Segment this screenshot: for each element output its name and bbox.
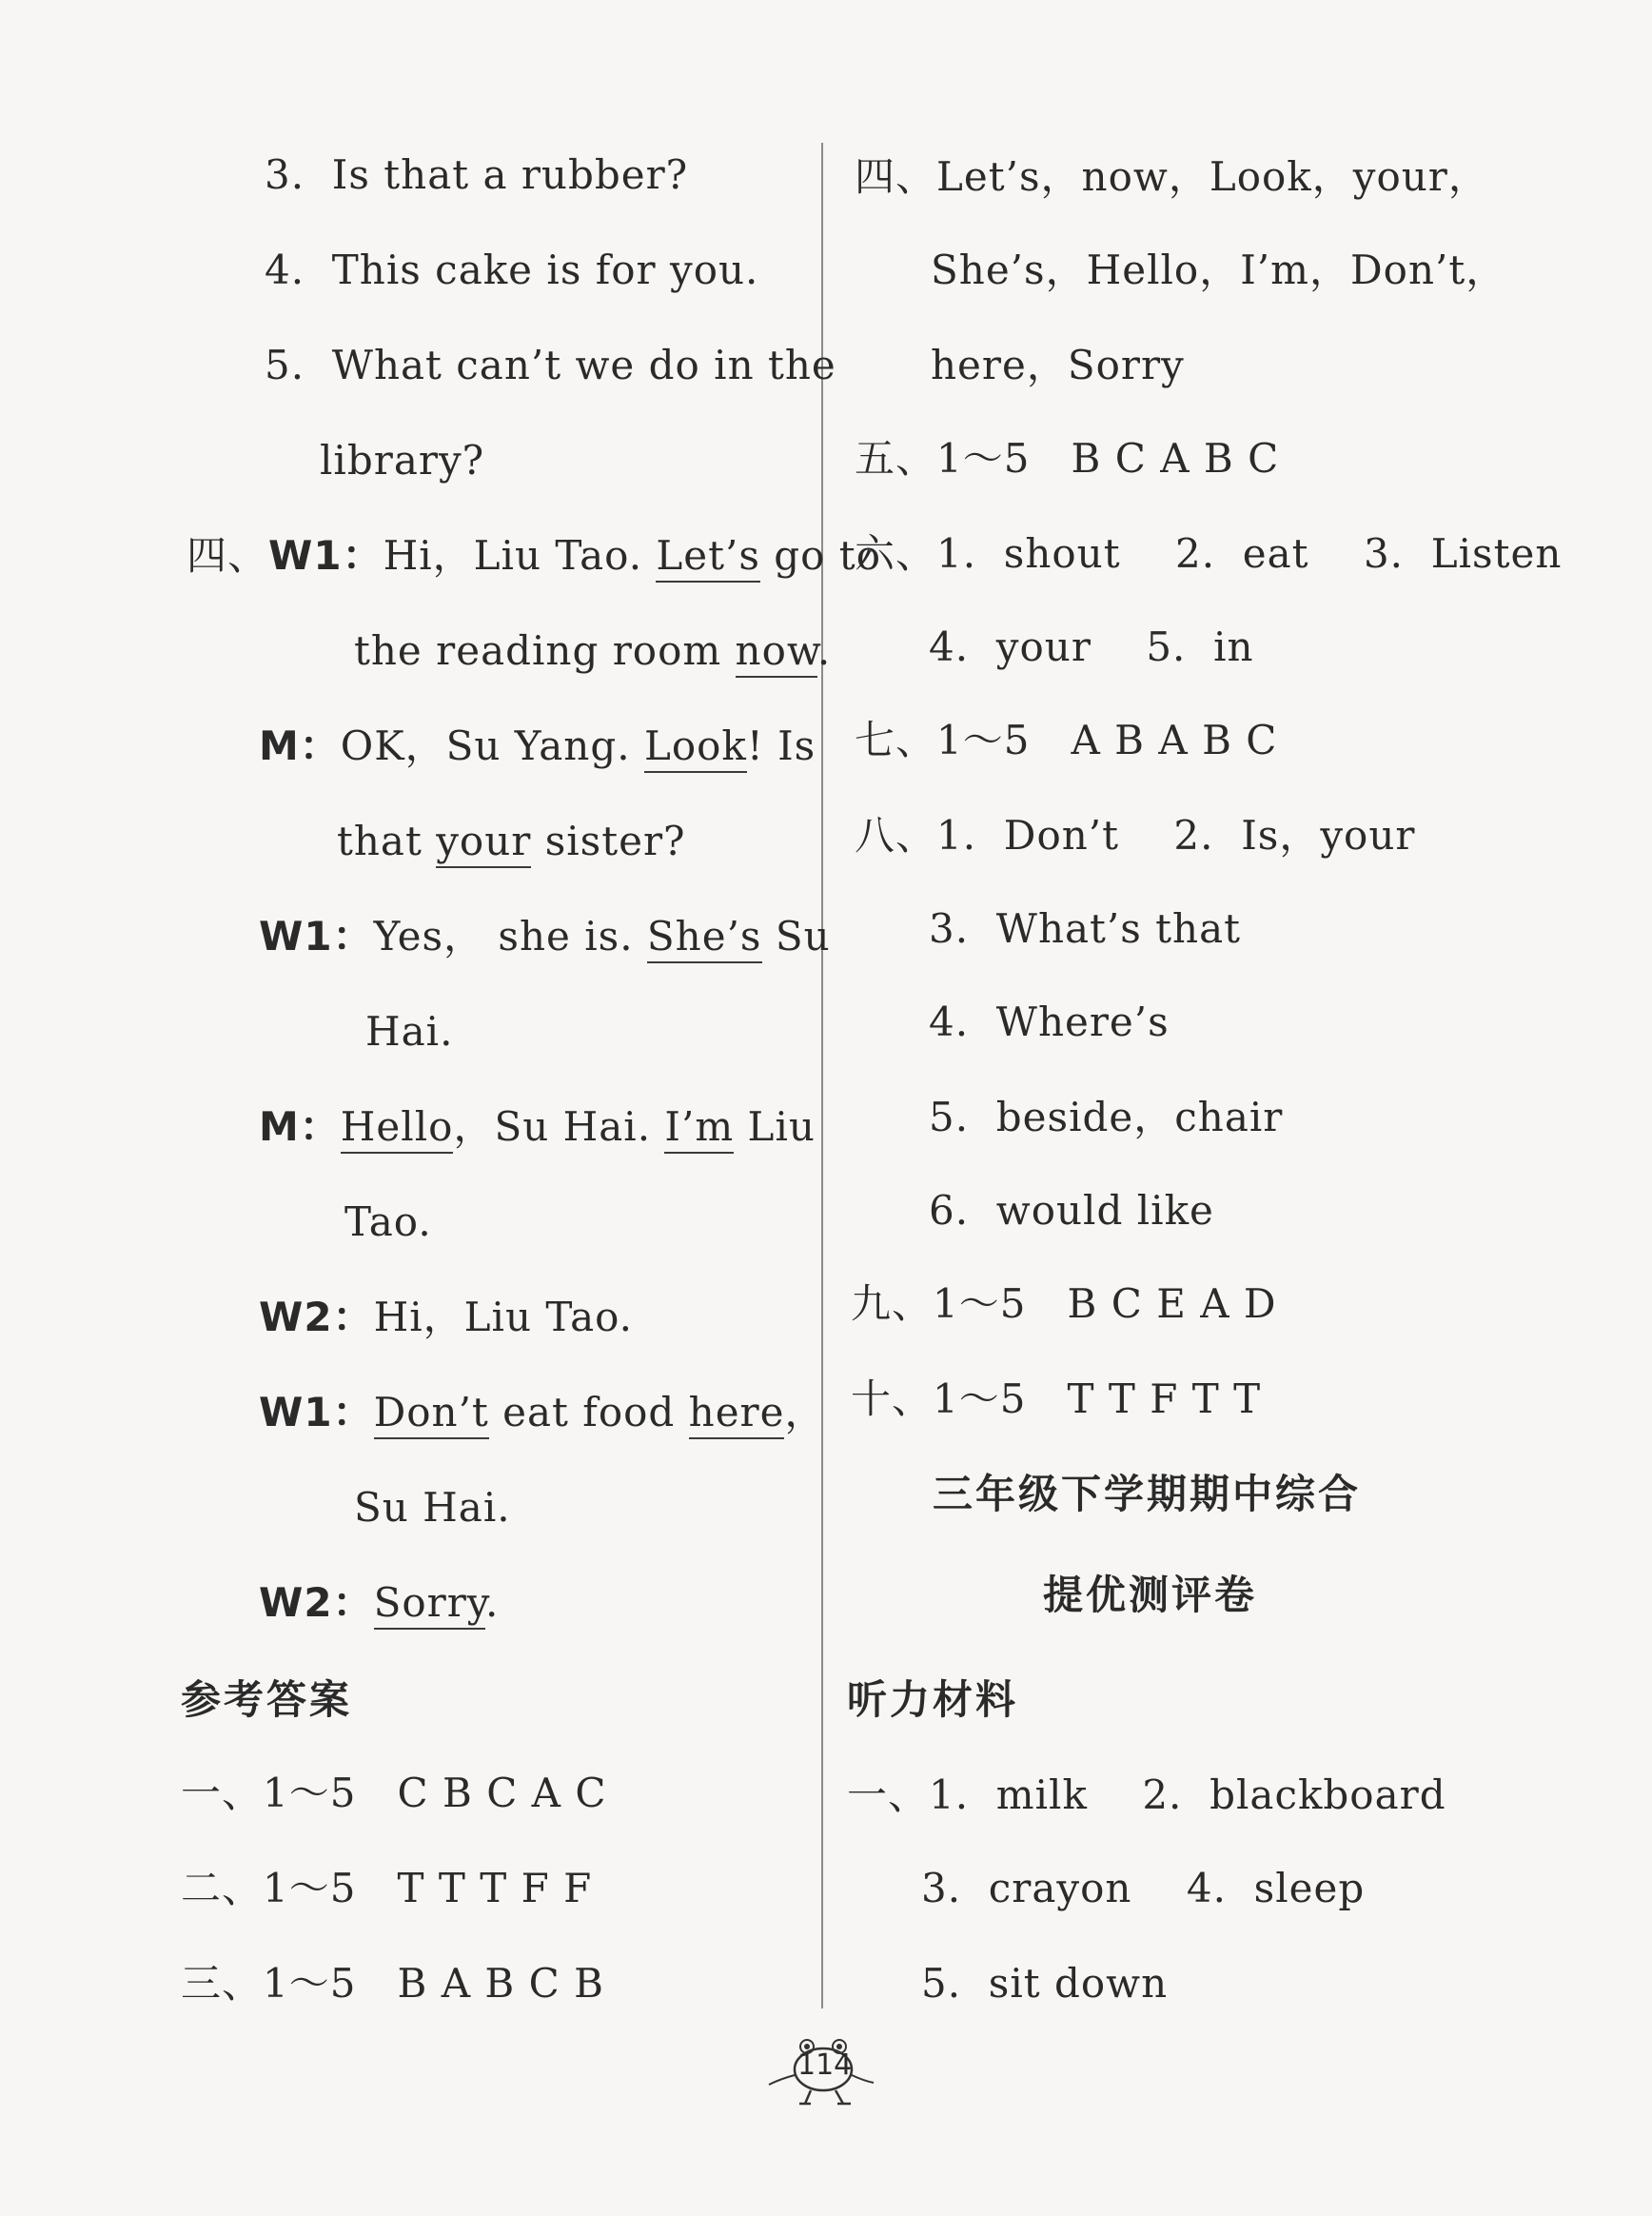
dialogue-line: Tao.	[344, 1198, 432, 1245]
answer-line: 八、1. Don’t 2. Is，your	[855, 812, 1416, 859]
dialogue-line: Su Hai.	[354, 1484, 511, 1531]
answer-line: 四、Let’s，now，Look，your，	[855, 153, 1489, 200]
page-number: 114	[797, 2048, 853, 2082]
listening-heading: 听力材料	[847, 1676, 1019, 1723]
dialogue-line: M：OK，Su Yang. Look! Is	[259, 722, 816, 771]
section-title: 三年级下学期期中综合	[933, 1471, 1362, 1517]
answer-line: 一、1～5 C B C A C	[181, 1770, 607, 1816]
section-prefix: 四、	[187, 532, 269, 579]
page-number-badge	[761, 2037, 885, 2113]
underlined-answer: Hello	[341, 1103, 454, 1154]
answer-line: 九、1～5 B C E A D	[851, 1280, 1277, 1327]
answer-line: 二、1～5 T T T F F	[181, 1865, 593, 1911]
answer-line: 5. What can’t we do in the	[265, 342, 836, 388]
column-divider	[821, 143, 823, 2008]
underlined-answer: Don’t	[374, 1389, 489, 1439]
underlined-answer: Sorry	[374, 1579, 485, 1630]
underlined-answer: your	[436, 818, 531, 868]
dialogue-line: the reading room now.	[354, 626, 831, 676]
answer-line: 五、1～5 B C A B C	[855, 435, 1280, 482]
dialogue-line: W2：Hi，Liu Tao.	[259, 1294, 634, 1340]
speaker-label: W2：	[259, 1579, 374, 1626]
underlined-answer: Look	[644, 722, 747, 773]
speaker-label: W1：	[259, 913, 374, 960]
dialogue-line: W2：Sorry.	[259, 1578, 499, 1628]
answer-line: 3. What’s that	[929, 905, 1242, 952]
underlined-answer: She’s	[647, 913, 762, 963]
dialogue-line: that your sister?	[337, 817, 686, 866]
dialogue-line: Hai.	[365, 1008, 454, 1055]
answer-line: 5. beside，chair	[929, 1094, 1284, 1140]
answer-line: 3. Is that a rubber?	[265, 151, 689, 198]
section-title: 提优测评卷	[1043, 1572, 1258, 1618]
dialogue-line: W1：Yes， she is. She’s Su	[259, 912, 831, 961]
underlined-answer: Let’s	[656, 532, 760, 583]
underlined-answer: here	[689, 1389, 785, 1439]
dialogue-line: W1：Don’t eat food here，	[259, 1388, 826, 1437]
answer-line: 十、1～5 T T F T T	[851, 1375, 1262, 1422]
speaker-label: M：	[259, 1103, 341, 1150]
answer-line: 一、1. milk 2. blackboard	[847, 1771, 1446, 1818]
answer-line: 三、1～5 B A B C B	[181, 1960, 604, 2007]
answer-line: 4. This cake is for you.	[265, 247, 759, 293]
underlined-answer: I’m	[664, 1103, 734, 1154]
speaker-label: W1：	[259, 1389, 374, 1435]
speaker-label: W1：	[268, 532, 384, 579]
speaker-label: W2：	[259, 1294, 374, 1340]
speaker-label: M：	[259, 722, 341, 769]
dialogue-line: M：Hello，Su Hai. I’m Liu	[259, 1102, 816, 1152]
answer-line: here，Sorry	[931, 342, 1185, 388]
answer-line: 七、1～5 A B A B C	[855, 717, 1278, 763]
answer-line: 5. sit down	[921, 1960, 1169, 2007]
answer-line: She’s，Hello，I’m，Don’t，	[931, 247, 1507, 293]
answer-line: 4. your 5. in	[929, 623, 1254, 670]
answers-heading: 参考答案	[181, 1676, 353, 1723]
answer-line: 六、1. shout 2. eat 3. Listen	[855, 530, 1563, 577]
answer-line: 3. crayon 4. sleep	[921, 1865, 1366, 1911]
answer-line: 4. Where’s	[929, 999, 1170, 1045]
answer-line: 6. would like	[929, 1187, 1214, 1234]
dialogue-line: 四、W1：Hi，Liu Tao. Let’s go to	[187, 531, 881, 581]
answer-line: library?	[320, 437, 485, 484]
underlined-answer: now	[736, 627, 817, 678]
